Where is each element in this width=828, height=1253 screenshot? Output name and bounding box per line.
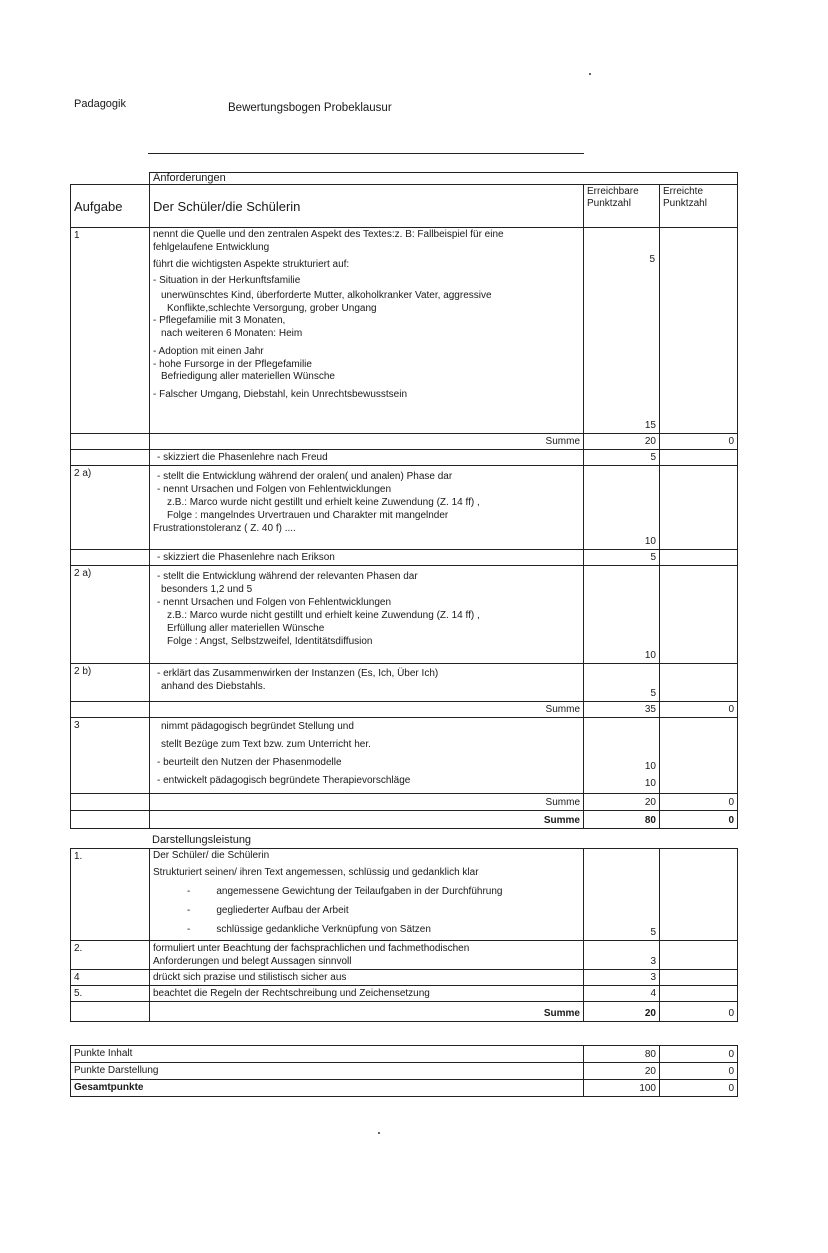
- sum-label: Summe: [150, 1002, 584, 1022]
- content-section-label: Anforderungen: [150, 173, 738, 185]
- sum-max-points: 20: [584, 794, 660, 811]
- col-requirement-header: Der Schüler/die Schülerin: [150, 185, 584, 228]
- max-points: 3: [584, 941, 660, 970]
- criterion-text: drückt sich prazise und stilistisch sicher aus: [150, 970, 584, 986]
- criterion-text: beachtet die Regeln der Rechtschreibung und Zeichensetzung: [150, 986, 584, 1002]
- table-row: [71, 1046, 738, 1063]
- task-requirements: - stellt die Entwicklung während der oralen( und analen) Phase dar - nennt Ursachen und Folgen von Fehlentwicklungen z.B.: Marco wurde nicht gestillt und erhielt keine Zuwendung (Z. 14 ff) , Folge : mangelndes Urvertrauen und Charakter mit mangelnder Frustrationstoleranz ( Z. 40 f) ....: [150, 466, 584, 550]
- sum-achieved-points: 0: [660, 434, 738, 450]
- task-requirements: nimmt pädagogisch begründet Stellung und stellt Bezüge zum Text bzw. zum Unterricht her. - beurteilt den Nutzen der Phasenmodelle - entwickelt pädagogisch begründete Therapievorschläge: [150, 718, 584, 794]
- sum-label: Summe: [150, 794, 584, 811]
- total-max-points: 80: [584, 1046, 660, 1063]
- max-points: 5: [584, 664, 660, 702]
- sum-max-points: 20: [584, 1002, 660, 1022]
- max-points: 5 15: [584, 228, 660, 434]
- total-max-points: 80: [584, 811, 660, 829]
- max-points: 3: [584, 970, 660, 986]
- max-points: 10 10: [584, 718, 660, 794]
- criterion-number: 4: [71, 970, 150, 986]
- sum-achieved-points: 0: [660, 702, 738, 718]
- task-number: 2 a): [71, 566, 150, 664]
- sum-achieved-points: 0: [660, 794, 738, 811]
- task-requirements: - stellt die Entwicklung während der relevanten Phasen dar besonders 1,2 und 5 - nennt Ursachen und Folgen von Fehlentwicklungen z.B.: Marco wurde nicht gestillt und erhielt keine Zuwendung (Z. 14 ff) , Erfüllung aller materiellen Wünsche Folge : Angst, Selbstzweifel, Identitätsdiffusion: [150, 566, 584, 664]
- task-requirements: nennt die Quelle und den zentralen Aspekt des Textes:z. B: Fallbeispiel für eine fehlgelaufene Entwicklung führt die wichtigsten Aspekte strukturiert auf: - Situation in der Herkunftsfamilie unerwünschtes Kind, überforderte Mutter, alkoholkranker Vater, aggressive Konflikte,schlechte Versorgung, grober Ungang - Pflegefamilie mit 3 Monaten, nach weiteren 6 Monaten: Heim - Adoption mit einen Jahr - hohe Fursorge in der Pflegefamilie Befriedigung aller materiellen Wünsche - Falscher Umgang, Diebstahl, kein Unrechtsbewusstsein: [150, 228, 584, 434]
- scan-speck: [378, 1132, 380, 1134]
- col-max-points-header: Erreichbare Punktzahl: [584, 185, 660, 228]
- criterion-number: 5.: [71, 986, 150, 1002]
- col-task-header: Aufgabe: [71, 185, 150, 228]
- table-row: [71, 718, 738, 794]
- sum-row: [71, 702, 738, 718]
- sum-max-points: 20: [584, 434, 660, 450]
- table-row: [71, 970, 738, 986]
- sum-row: [71, 434, 738, 450]
- total-achieved-points: 0: [660, 1063, 738, 1080]
- sum-label: Summe: [150, 811, 584, 829]
- criterion-number: 2.: [71, 941, 150, 970]
- col-achieved-points-header: Erreichte Punktzahl: [660, 185, 738, 228]
- task-number: 3: [71, 718, 150, 794]
- criterion-text: Der Schüler/ die Schülerin Strukturiert seinen/ ihren Text angemessen, schlüssig und gedanklich klar - angemessene Gewichtung der Teilaufgaben in der Durchführung - gegliederter Aufbau der Arbeit - schlüssige gedankliche Verknüpfung von Sätzen: [150, 849, 584, 941]
- scan-speck: [589, 73, 591, 75]
- max-points: 4: [584, 986, 660, 1002]
- max-points: 10: [584, 466, 660, 550]
- content-table: [70, 172, 738, 829]
- total-label: Punkte Inhalt: [71, 1046, 584, 1063]
- criterion-text: formuliert unter Beachtung der fachsprachlichen und fachmethodischen Anforderungen und belegt Aussagen sinnvoll: [150, 941, 584, 970]
- task-requirements: - skizziert die Phasenlehre nach Erikson: [150, 550, 584, 566]
- table-row: [71, 1080, 738, 1097]
- max-points: 5: [584, 450, 660, 466]
- task-number: 2 b): [71, 664, 150, 702]
- presentation-table: [70, 848, 738, 1022]
- total-label: Punkte Darstellung: [71, 1063, 584, 1080]
- table-row: [71, 550, 738, 566]
- table-row: [71, 1063, 738, 1080]
- criterion-number: 1.: [71, 849, 150, 941]
- table-row: [71, 228, 738, 434]
- total-achieved-points: 0: [660, 1080, 738, 1097]
- task-number: 1: [71, 228, 150, 434]
- subject-label: Padagogik: [74, 98, 126, 110]
- table-row: [71, 566, 738, 664]
- sum-max-points: 35: [584, 702, 660, 718]
- sum-achieved-points: 0: [660, 1002, 738, 1022]
- document-title: Bewertungsbogen Probeklausur: [228, 102, 392, 114]
- max-points: 5: [584, 849, 660, 941]
- sum-row: [71, 794, 738, 811]
- total-achieved-points: 0: [660, 811, 738, 829]
- name-line: [148, 153, 584, 154]
- table-row: [71, 986, 738, 1002]
- table-row: [71, 941, 738, 970]
- totals-table: [70, 1045, 738, 1097]
- presentation-section-label: Darstellungsleistung: [152, 834, 252, 846]
- achieved-points: [660, 228, 738, 434]
- max-points: 5: [584, 550, 660, 566]
- total-label: Gesamtpunkte: [71, 1080, 584, 1097]
- max-points: 10: [584, 566, 660, 664]
- task-number: 2 a): [71, 466, 150, 550]
- task-requirements: - skizziert die Phasenlehre nach Freud: [150, 450, 584, 466]
- sum-label: Summe: [150, 702, 584, 718]
- total-max-points: 100: [584, 1080, 660, 1097]
- table-row: [71, 664, 738, 702]
- sum-row: [71, 1002, 738, 1022]
- total-max-points: 20: [584, 1063, 660, 1080]
- total-achieved-points: 0: [660, 1046, 738, 1063]
- table-row: [71, 849, 738, 941]
- total-sum-row: [71, 811, 738, 829]
- table-row: [71, 450, 738, 466]
- task-requirements: - erklärt das Zusammenwirken der Instanzen (Es, Ich, Über Ich) anhand des Diebstahls.: [150, 664, 584, 702]
- table-row: [71, 466, 738, 550]
- sum-label: Summe: [150, 434, 584, 450]
